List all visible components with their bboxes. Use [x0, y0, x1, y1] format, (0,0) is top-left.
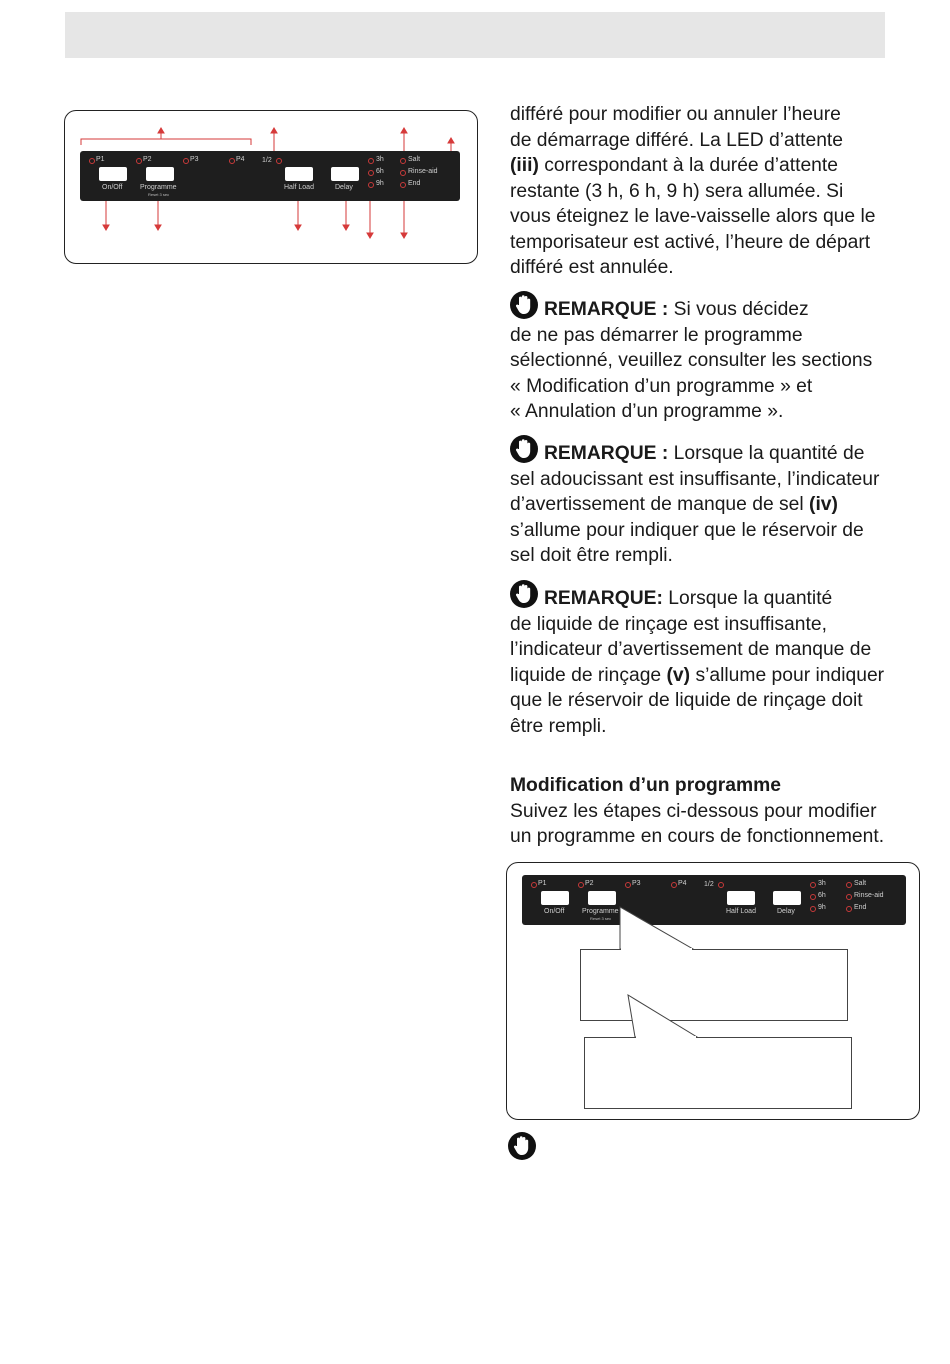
text-line: que le réservoir de liquide de rinçage doit [510, 690, 863, 711]
delay-paragraph [510, 102, 930, 281]
note-1 [510, 291, 930, 425]
half-load-label: Half Load [726, 908, 756, 915]
text-line: un programme en cours de fonctionnement. [510, 826, 885, 847]
text-line: différé est annulée. [510, 257, 674, 278]
hand-stop-icon [510, 580, 538, 608]
p4-label: P4 [236, 156, 245, 163]
programme-label: Programme [140, 184, 177, 191]
note-label: REMARQUE: [544, 588, 663, 609]
note-first-line [510, 580, 930, 612]
section-modification [510, 773, 930, 850]
text-line: restante (3 h, 6 h, 9 h) sera allumée. Si [510, 180, 844, 202]
p4-label: P4 [678, 880, 687, 887]
text-line: vous éteignez le lave-vaisselle alors que le [510, 206, 876, 227]
text-line [510, 663, 930, 689]
end-label: End [408, 180, 421, 187]
half-label: 1/2 [704, 881, 714, 888]
control-panel-callout-figure [506, 862, 920, 1120]
bold-marker: (iii) [510, 155, 539, 176]
text-line: sel adoucissant est insuffisante, l’indicateur [510, 468, 880, 490]
note-2 [510, 435, 930, 569]
text-line: temporisateur est activé, l’heure de départ [510, 231, 871, 253]
text-line: l’indicateur d’avertissement de manque de [510, 639, 872, 660]
p1-label: P1 [96, 156, 105, 163]
text-span: Lorsque la quantité de [668, 443, 865, 464]
reset-label: Reset 3 sec [590, 916, 612, 921]
hours-6h: 6h [818, 892, 826, 899]
hours-9h: 9h [818, 904, 826, 911]
callout-pointers [507, 863, 919, 1119]
led-p3 [183, 158, 189, 164]
text-span: s’allume pour indiquer [690, 664, 885, 686]
rinse-aid-label: Rinse-aid [854, 892, 884, 899]
hours-6h: 6h [376, 168, 384, 175]
led-6h [368, 170, 374, 176]
note-3 [510, 580, 930, 739]
p2-label: P2 [143, 156, 152, 163]
text-line: « Annulation d’un programme ». [510, 401, 784, 422]
note-first-line [510, 291, 930, 323]
hand-stop-icon [510, 291, 538, 319]
text-span: correspondant à la durée d’attente [538, 155, 838, 176]
section-heading: Modification d’un programme [510, 775, 782, 796]
note-first-line [510, 435, 930, 467]
on-off-label: On/Off [102, 184, 123, 191]
led-rinse-aid [400, 170, 406, 176]
led-end [400, 182, 406, 188]
text-line: différé pour modifier ou annuler l’heure [510, 104, 841, 125]
delay-label: Delay [777, 908, 795, 915]
p3-label: P3 [190, 156, 199, 163]
led-9h [368, 182, 374, 188]
half-load-button[interactable] [285, 167, 313, 181]
text-line [510, 153, 930, 179]
note-label: REMARQUE : [544, 299, 669, 320]
half-label: 1/2 [262, 157, 272, 164]
led-p4 [229, 158, 235, 164]
salt-label: Salt [854, 880, 867, 887]
p1-label: P1 [538, 880, 547, 887]
led-salt [400, 158, 406, 164]
led-3h [368, 158, 374, 164]
led-p1 [89, 158, 95, 164]
text-line: sel doit être rempli. [510, 545, 673, 566]
led-half [276, 158, 282, 164]
page-header-bar [65, 12, 885, 58]
text-span: Lorsque la quantité [662, 588, 833, 609]
delay-button[interactable] [331, 167, 359, 181]
text-span: d’avertissement de manque de sel [510, 494, 810, 515]
text-line: de démarrage différé. La LED d’attente [510, 129, 843, 151]
text-line: sélectionné, veuillez consulter les sections [510, 350, 873, 371]
led-p2 [136, 158, 142, 164]
on-off-label: On/Off [544, 908, 565, 915]
text-line: s’allume pour indiquer que le réservoir de [510, 519, 864, 541]
text-line: de ne pas démarrer le programme [510, 324, 803, 346]
hours-3h: 3h [818, 880, 826, 887]
note-label: REMARQUE : [544, 443, 669, 464]
end-label: End [854, 904, 867, 911]
bold-marker: (v) [666, 664, 691, 686]
hand-stop-icon [510, 435, 538, 463]
delay-label: Delay [335, 184, 353, 191]
p3-label: P3 [632, 880, 641, 887]
rinse-aid-label: Rinse-aid [408, 168, 438, 175]
control-panel [80, 151, 460, 201]
hand-stop-icon [508, 1132, 536, 1160]
p2-label: P2 [585, 880, 594, 887]
reset-label: Reset 3 sec [148, 192, 170, 197]
bold-marker: (iv) [809, 494, 838, 515]
text-line: être rempli. [510, 715, 607, 737]
control-panel-figure [64, 110, 478, 264]
text-line [510, 492, 930, 518]
hours-9h: 9h [376, 180, 384, 187]
on-off-button[interactable] [99, 167, 127, 181]
text-line: Suivez les étapes ci-dessous pour modifier [510, 800, 877, 822]
text-span: Si vous décidez [668, 299, 809, 320]
programme-label: Programme [582, 908, 619, 915]
text-line: « Modification d’un programme » et [510, 375, 813, 397]
programme-button[interactable] [146, 167, 174, 181]
half-load-label: Half Load [284, 184, 314, 191]
text-line: de liquide de rinçage est insuffisante, [510, 613, 827, 635]
hours-3h: 3h [376, 156, 384, 163]
salt-label: Salt [408, 156, 421, 163]
text-span: liquide de rinçage [510, 664, 667, 686]
